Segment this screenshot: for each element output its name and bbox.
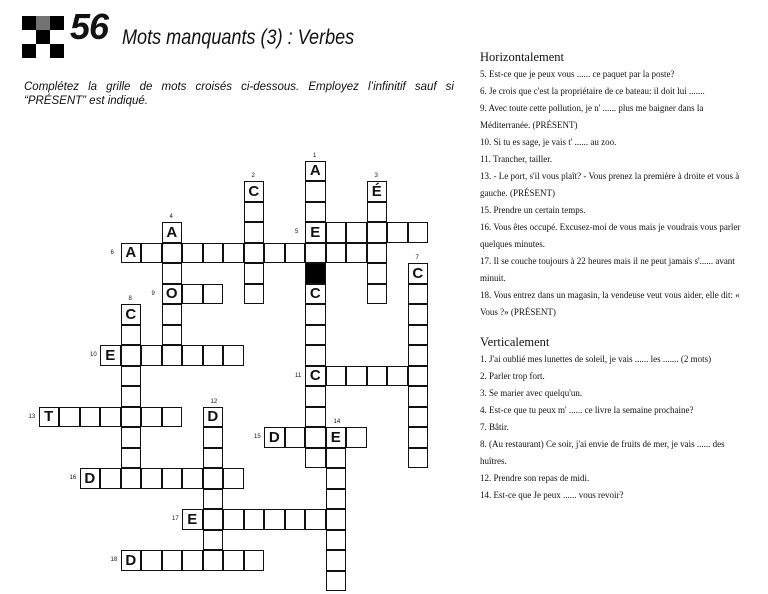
grid-cell[interactable] (203, 427, 224, 448)
grid-cell[interactable] (121, 386, 142, 407)
grid-cell[interactable] (367, 202, 388, 223)
clue-number-label: 8 (128, 296, 132, 302)
exercise-number: 56 (70, 6, 109, 47)
grid-cell[interactable]: D (121, 550, 142, 571)
grid-cell[interactable] (367, 222, 388, 243)
grid-cell[interactable]: O (162, 284, 183, 305)
grid-cell[interactable]: D (80, 468, 101, 489)
across-clue: 13. - Le port, s'il vous plaît? - Vous prenez la première à droite et vous à gauche. (PRÉSENT) (480, 171, 740, 198)
grid-cell[interactable] (305, 181, 326, 202)
clue-number-label: 1 (313, 152, 317, 159)
clue-number-label: 7 (415, 255, 419, 261)
grid-cell[interactable] (244, 284, 265, 305)
grid-cell[interactable]: E (182, 509, 203, 530)
down-clue: 7. Bâtir. (480, 422, 509, 432)
grid-cell[interactable] (203, 530, 224, 551)
grid-cell[interactable]: A (162, 222, 183, 243)
grid-cell[interactable] (182, 468, 203, 489)
grid-cell[interactable] (182, 243, 203, 264)
grid-cell[interactable] (285, 243, 306, 264)
grid-cell[interactable] (223, 468, 244, 489)
grid-cell[interactable] (203, 243, 224, 264)
grid-cell[interactable] (203, 448, 224, 469)
grid-cell[interactable] (141, 550, 162, 571)
grid-cell[interactable] (326, 530, 347, 551)
grid-cell[interactable] (305, 243, 326, 264)
grid-cell[interactable] (244, 509, 265, 530)
grid-cell[interactable] (182, 284, 203, 305)
grid-cell[interactable] (141, 407, 162, 428)
grid-cell[interactable] (305, 509, 326, 530)
page-title: Mots manquants (3) : Verbes (122, 26, 355, 49)
clue-number-label: 16 (69, 475, 77, 481)
grid-cell[interactable] (203, 489, 224, 510)
grid-cell[interactable]: E (326, 427, 347, 448)
grid-cell[interactable] (346, 222, 367, 243)
grid-cell[interactable] (305, 386, 326, 407)
clue-number-label: 2 (251, 173, 255, 179)
down-clue: 8. (Au restaurant) Ce soir, j'ai envie de fruits de mer, je vais ...... des huîtres. (480, 439, 725, 466)
grid-cell[interactable] (326, 448, 347, 469)
grid-cell[interactable] (346, 366, 367, 387)
grid-cell[interactable] (223, 243, 244, 264)
clue-number-label: 6 (110, 249, 114, 256)
grid-cell[interactable]: A (305, 161, 326, 182)
grid-cell[interactable] (367, 366, 388, 387)
grid-cell[interactable] (121, 325, 142, 346)
grid-cell[interactable] (326, 222, 347, 243)
grid-cell[interactable] (203, 468, 224, 489)
grid-cell[interactable] (244, 550, 265, 571)
grid-cell[interactable] (223, 345, 244, 366)
instructions-text: Complétez la grille de mots croisés ci-dessous. Employez l’infinitif sauf si “PRÉSENT” est indiqué. (24, 81, 454, 107)
grid-cell[interactable] (244, 243, 265, 264)
grid-cell[interactable]: É (367, 181, 388, 202)
grid-cell[interactable] (305, 202, 326, 223)
clue-number-label: 4 (169, 214, 173, 220)
clue-number-label: 5 (295, 229, 299, 235)
grid-cell[interactable] (305, 304, 326, 325)
grid-cell[interactable]: C (305, 366, 326, 387)
grid-cell[interactable] (162, 550, 183, 571)
down-clue: 14. Est-ce que Je peux ...... vous revoir? (480, 490, 624, 500)
across-clue: 11. Trancher, tailler. (480, 154, 553, 164)
grid-cell[interactable] (326, 509, 347, 530)
grid-cell[interactable] (182, 550, 203, 571)
clue-number-label: 10 (90, 352, 97, 358)
grid-cell[interactable] (367, 284, 388, 305)
grid-cell[interactable] (223, 550, 244, 571)
grid-cell[interactable] (141, 468, 162, 489)
grid-cell[interactable] (346, 243, 367, 264)
clue-number-label: 14 (333, 419, 341, 425)
grid-cell[interactable] (121, 345, 142, 366)
grid-cell[interactable] (162, 325, 183, 346)
grid-cell[interactable]: D (203, 407, 224, 428)
across-clue: 16. Vous êtes occupé. Excusez-moi de vous mais je voudrais vous parler quelques minutes. (480, 222, 741, 249)
clue-number-label: 11 (295, 372, 302, 379)
grid-cell[interactable] (408, 325, 429, 346)
grid-cell[interactable] (203, 284, 224, 305)
grid-cell[interactable] (285, 427, 306, 448)
grid-cell[interactable] (182, 345, 203, 366)
grid-cell[interactable] (203, 345, 224, 366)
across-clue: 15. Prendre un certain temps. (480, 205, 586, 215)
grid-cell[interactable] (244, 202, 265, 223)
down-clue: 4. Est-ce que tu peux m' ...... ce livre la semaine prochaine? (480, 405, 694, 415)
across-clue: 9. Avec toute cette pollution, je n' ...... plus me baigner dans la Méditerranée. (PRÉSENT) (480, 103, 704, 130)
grid-cell[interactable] (162, 468, 183, 489)
across-clue: 10. Si tu es sage, je vais t' ...... au zoo. (480, 137, 617, 147)
grid-cell[interactable] (100, 407, 121, 428)
down-clue: 1. J'ai oublié mes lunettes de soleil, je vais ...... les ....... (2 mots) (480, 354, 712, 364)
grid-cell[interactable] (326, 550, 347, 571)
grid-cell[interactable] (141, 243, 162, 264)
grid-cell[interactable] (326, 243, 347, 264)
grid-cell[interactable] (121, 468, 142, 489)
grid-cell[interactable] (121, 427, 142, 448)
grid-cell[interactable] (305, 325, 326, 346)
grid-cell[interactable] (408, 284, 429, 305)
grid-cell[interactable] (326, 366, 347, 387)
grid-cell[interactable] (203, 509, 224, 530)
grid-cell[interactable] (305, 407, 326, 428)
grid-cell[interactable] (223, 509, 244, 530)
clue-number-label: 15 (254, 434, 261, 440)
clue-number-label: 13 (28, 413, 36, 420)
clue-number-label: 12 (210, 398, 218, 405)
grid-cell[interactable] (408, 427, 429, 448)
grid-cell[interactable] (244, 222, 265, 243)
grid-cell[interactable] (141, 345, 162, 366)
grid-cell[interactable] (305, 345, 326, 366)
down-heading: Verticalement (480, 335, 550, 349)
grid-cell[interactable]: E (305, 222, 326, 243)
clue-number-label: 17 (172, 516, 179, 522)
across-clue-list (480, 66, 752, 321)
down-clue: 3. Se marier avec quelqu'un. (480, 388, 583, 398)
grid-cell[interactable] (264, 509, 285, 530)
across-heading: Horizontalement (480, 50, 564, 64)
grid-cell[interactable] (59, 407, 80, 428)
across-clue: 18. Vous entrez dans un magasin, la vendeuse veut vous aider, elle dit: « Vous ?» (PRÉSENT) (480, 290, 740, 317)
grid-cell[interactable] (387, 222, 408, 243)
grid-cell[interactable]: A (121, 243, 142, 264)
grid-cell[interactable] (162, 304, 183, 325)
clue-number-label: 3 (374, 173, 378, 179)
grid-cell[interactable]: D (264, 427, 285, 448)
grid-cell[interactable] (162, 345, 183, 366)
grid-cell[interactable] (162, 263, 183, 284)
grid-cell[interactable] (162, 407, 183, 428)
grid-cell[interactable] (203, 550, 224, 571)
down-clue-list (480, 351, 752, 504)
grid-cell[interactable] (346, 427, 367, 448)
grid-cell[interactable] (121, 407, 142, 428)
grid-cell[interactable] (305, 427, 326, 448)
grid-cell[interactable] (264, 243, 285, 264)
clue-number-label: 18 (110, 557, 118, 563)
grid-cell[interactable] (305, 448, 326, 469)
down-clue: 2. Parler trop fort. (480, 371, 545, 381)
grid-cell[interactable] (285, 509, 306, 530)
grid-cell[interactable]: E (100, 345, 121, 366)
grid-cell[interactable] (100, 468, 121, 489)
black-cell (305, 263, 326, 284)
across-clue: 6. Je crois que c'est la propriétaire de ce bateau: il doit lui ....... (480, 86, 705, 96)
grid-cell[interactable] (408, 345, 429, 366)
across-clue: 5. Est-ce que je peux vous ...... ce paquet par la poste? (480, 69, 675, 79)
grid-cell[interactable] (408, 448, 429, 469)
grid-cell[interactable] (408, 222, 429, 243)
grid-cell[interactable]: T (39, 407, 60, 428)
grid-cell[interactable] (408, 386, 429, 407)
grid-cell[interactable] (326, 571, 347, 592)
grid-cell[interactable] (326, 468, 347, 489)
grid-cell[interactable] (121, 366, 142, 387)
grid-cell[interactable] (387, 366, 408, 387)
grid-cell[interactable]: C (408, 263, 429, 284)
grid-cell[interactable] (121, 448, 142, 469)
clues-panel (480, 48, 752, 504)
grid-cell[interactable] (367, 263, 388, 284)
grid-cell[interactable] (244, 263, 265, 284)
clue-number-label: 9 (151, 290, 155, 297)
across-clue: 17. Il se couche toujours à 22 heures mais il ne peut jamais s'...... avant minuit. (480, 256, 735, 283)
down-clue: 12. Prendre son repas de midi. (480, 473, 590, 483)
grid-cell[interactable] (326, 489, 347, 510)
grid-cell[interactable] (162, 243, 183, 264)
grid-cell[interactable] (408, 407, 429, 428)
grid-cell[interactable] (80, 407, 101, 428)
grid-cell[interactable]: C (244, 181, 265, 202)
grid-cell[interactable] (408, 304, 429, 325)
grid-cell[interactable]: C (305, 284, 326, 305)
grid-cell[interactable] (408, 366, 429, 387)
grid-cell[interactable] (367, 243, 388, 264)
grid-cell[interactable]: C (121, 304, 142, 325)
